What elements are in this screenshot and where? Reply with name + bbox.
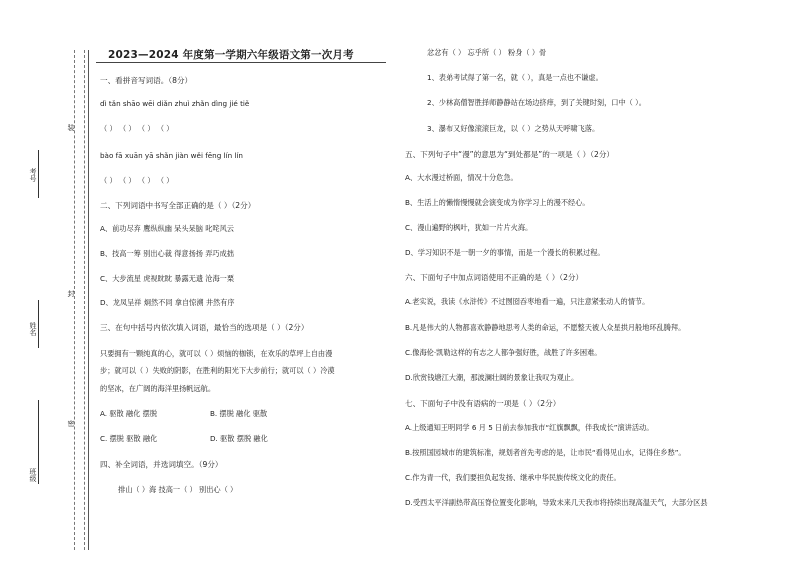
q7-option-d: D.受西太平洋副热带高压脊位置变化影响，导致未来几天我市将持续出现高温天气，大部分区县	[405, 498, 708, 507]
binding-solid-line	[88, 50, 89, 550]
name-underline	[38, 300, 39, 348]
q7-heading: 七、下面句子中没有语病的一项是（ ）（2分）	[405, 399, 561, 408]
q2-option-a: A、前功尽弃 鹰纵纵幽 呆头呆脑 叱咤风云	[100, 224, 234, 233]
title-underline	[96, 62, 386, 63]
q6-option-c: C.像海伦·凯勒这样的有志之人都争强好胜，战胜了许多困难。	[405, 348, 602, 357]
q1-boxes-row2[interactable]: （ ） （ ） （ ） （ ）	[100, 176, 174, 185]
q7-option-b: B.按照国园城市的建筑标准，规划者首先考虑的是，让市民“看得见山水，记得住乡愁”。	[405, 448, 686, 457]
q4-sentence-1: 1、表弟考试得了第一名，就（ ），真是一点也不谦虚。	[427, 73, 603, 82]
q5-option-c: C、漫山遍野的枫叶，犹如一片片火海。	[405, 223, 533, 232]
q5-option-b: B、生活上的懒惰慢慢就会演变成为你学习上的漫不经心。	[405, 198, 590, 207]
q3-para-line1: 只要拥有一颗纯真的心，就可以（ ）烦恼的枷锁，在欢乐的草坪上自由漫	[100, 349, 333, 358]
q5-option-d: D、学习知识不是一朝一夕的事情，而是一个漫长的积累过程。	[405, 248, 605, 257]
q4-sentence-3: 3、瀑布又好像滚滚巨龙，以（ ）之势从天呼啸飞落。	[427, 124, 600, 133]
seal-char-2: 封	[67, 290, 75, 297]
q4-items-cont: 忿忿有（ ） 忘乎所（ ） 粉身（ ）骨	[427, 48, 547, 57]
q6-heading: 六、下面句子中加点词语使用不正确的是（ ）（2分）	[405, 273, 584, 282]
q6-option-b: B.凡是伟大的人物都喜欢静静地思考人类的命运，不愿整天被人众星拱月般地环乱腾拜。	[405, 323, 686, 332]
class-label: 班级	[29, 468, 37, 482]
binding-dashed-line-inner	[84, 50, 85, 550]
q6-option-d: D.欣赏钱塘江大潮，那波澜壮阔的景象让我叹为观止。	[405, 373, 579, 382]
q7-option-c: C.作为青一代，我们要担负起发扬、继承中华民族传统文化的责任。	[405, 473, 621, 482]
q6-option-a: A.老实说，我读《水浒传》不过囫囵吞枣地看一遍，只注意紧张动人的情节。	[405, 297, 650, 306]
q5-heading: 五、下列句子中“漫”的意思为“到处都是”的一项是（ ）（2分）	[405, 150, 615, 159]
q2-option-d: D、龙凤呈祥 炯然不同 拿自惊溯 井然有序	[100, 298, 235, 307]
q1-pinyin-row2: bào fā xuān yā shǎn jiàn wěi fēng lín lín	[100, 151, 243, 160]
q4-items: 排山（ ）海 技高一（ ） 别出心（ ）	[118, 485, 238, 494]
name-label: 姓名	[29, 322, 37, 336]
q1-heading: 一、看拼音写词语。（8分）	[100, 76, 193, 85]
q3-para-line3: 的坚冰，在广阔的海洋里扬帆远航。	[100, 384, 216, 393]
seal-char-3: 密	[67, 420, 75, 427]
q5-option-a: A、大水漫过桥面，情况十分危急。	[405, 173, 518, 182]
q2-option-c: C、大步流星 虎视眈眈 暴露无遗 沧海一栗	[100, 274, 235, 283]
q3-option-b: B. 摆脱 融化 驱散	[210, 409, 268, 418]
q3-option-d: D. 驱散 摆脱 融化	[210, 434, 268, 443]
exam-no-label: 考号	[29, 168, 37, 182]
q4-sentence-2: 2、少林高僧智胜择师静静站在场边挤痒，到了关键时刻，口中（ ）。	[427, 98, 646, 107]
q3-option-a: A. 驱散 融化 摆脱	[100, 409, 158, 418]
class-underline	[38, 400, 39, 484]
exam-no-underline	[38, 150, 39, 198]
q1-boxes-row1[interactable]: （ ） （ ） （ ） （ ）	[100, 124, 174, 133]
q4-heading: 四、补全词语，并选词填空。（9分）	[100, 460, 223, 469]
q2-option-b: B、技高一筹 别出心裁 得意扬扬 弄巧成拙	[100, 249, 234, 258]
q3-option-c: C. 摆脱 驱散 融化	[100, 434, 158, 443]
q1-pinyin-row1: dì tǎn shāo wēi diǎn zhuì zhǎn dìng jié tiě	[100, 99, 250, 108]
page-title: 2023—2024 年度第一学期六年级语文第一次月考	[108, 49, 354, 61]
seal-char-1: 装	[67, 124, 75, 131]
q7-option-a: A.上级通知王明同学 6 月 5 日前去参加我市“红旗飘飘，伴我成长”演讲活动。	[405, 423, 654, 432]
q2-heading: 二、下列词语中书写全部正确的是（ ）（2分）	[100, 201, 256, 210]
q3-para-line2: 步；就可以（ ）失败的阴影，在胜利的阳光下大步前行；就可以（ ）冷漠	[100, 366, 335, 375]
q3-heading: 三、在句中括号内依次填入词语，最恰当的选项是（ ）（2分）	[100, 323, 309, 332]
